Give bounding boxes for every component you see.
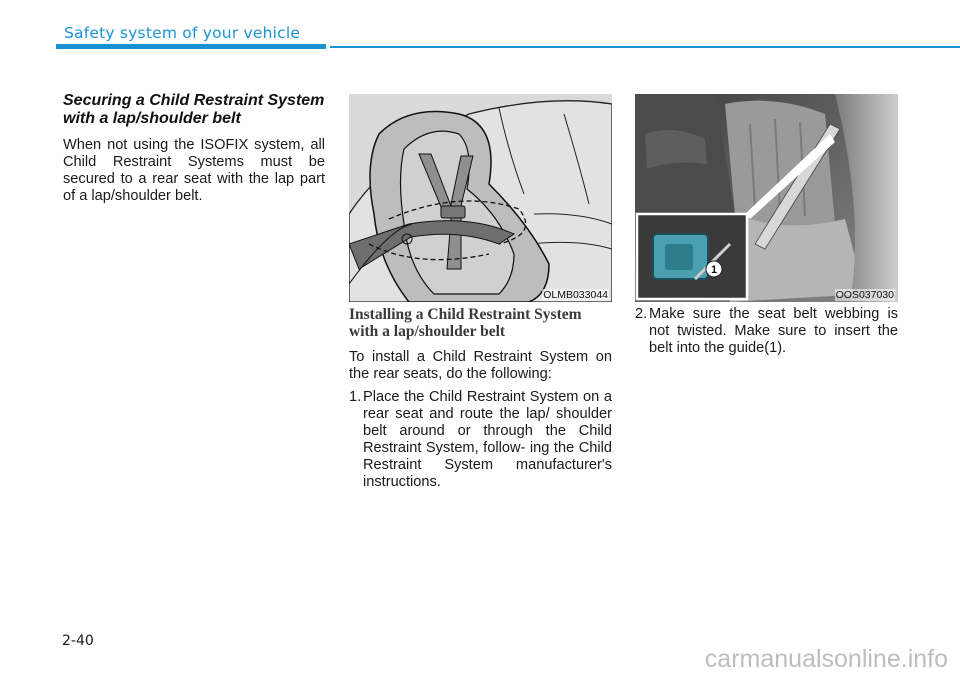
section-intro: When not using the ISOFIX system, all Child Restraint Systems must be secured to a rear seat with the lap part of a lap/shoulder belt.: [63, 137, 325, 204]
step-2: [635, 306, 898, 357]
page-number: 2-40: [62, 633, 94, 649]
step-text: Make sure the seat belt webbing is not twisted. Make sure to insert the belt into the guide(1).: [649, 306, 898, 356]
install-intro: To install a Child Restraint System on the rear seats, do the following:: [349, 349, 612, 382]
column-middle: [349, 306, 612, 491]
header-rule-thick: [56, 44, 326, 49]
section-title: Securing a Child Restraint System with a lap/shoulder belt: [63, 92, 325, 127]
figure-child-seat: [349, 94, 612, 302]
install-title: Installing a Child Restraint System with a lap/shoulder belt: [349, 306, 582, 340]
figure-code-left: OLMB033044: [543, 289, 608, 301]
header-rule-thin: [330, 46, 960, 48]
step-text: Place the Child Restraint System on a rear seat and route the lap/ shoulder belt around or through the Child Restraint System, follow- ing the Child Restraint System manufacturer's instructions.: [363, 389, 612, 490]
figure-belt-guide: [635, 94, 898, 302]
section-header-title: Safety system of your vehicle: [64, 24, 301, 42]
column-right: [635, 306, 898, 357]
watermark: carmanualsonline.info: [704, 645, 948, 673]
figure-code-right: OOS037030: [835, 289, 894, 301]
callout-number: 1: [710, 264, 718, 276]
step-number: 2.: [635, 306, 648, 322]
child-seat-illustration: [349, 94, 612, 302]
column-left: [63, 92, 325, 211]
step-1: [349, 389, 612, 491]
step-number: 1.: [349, 389, 362, 405]
belt-guide-photo: [635, 94, 898, 302]
